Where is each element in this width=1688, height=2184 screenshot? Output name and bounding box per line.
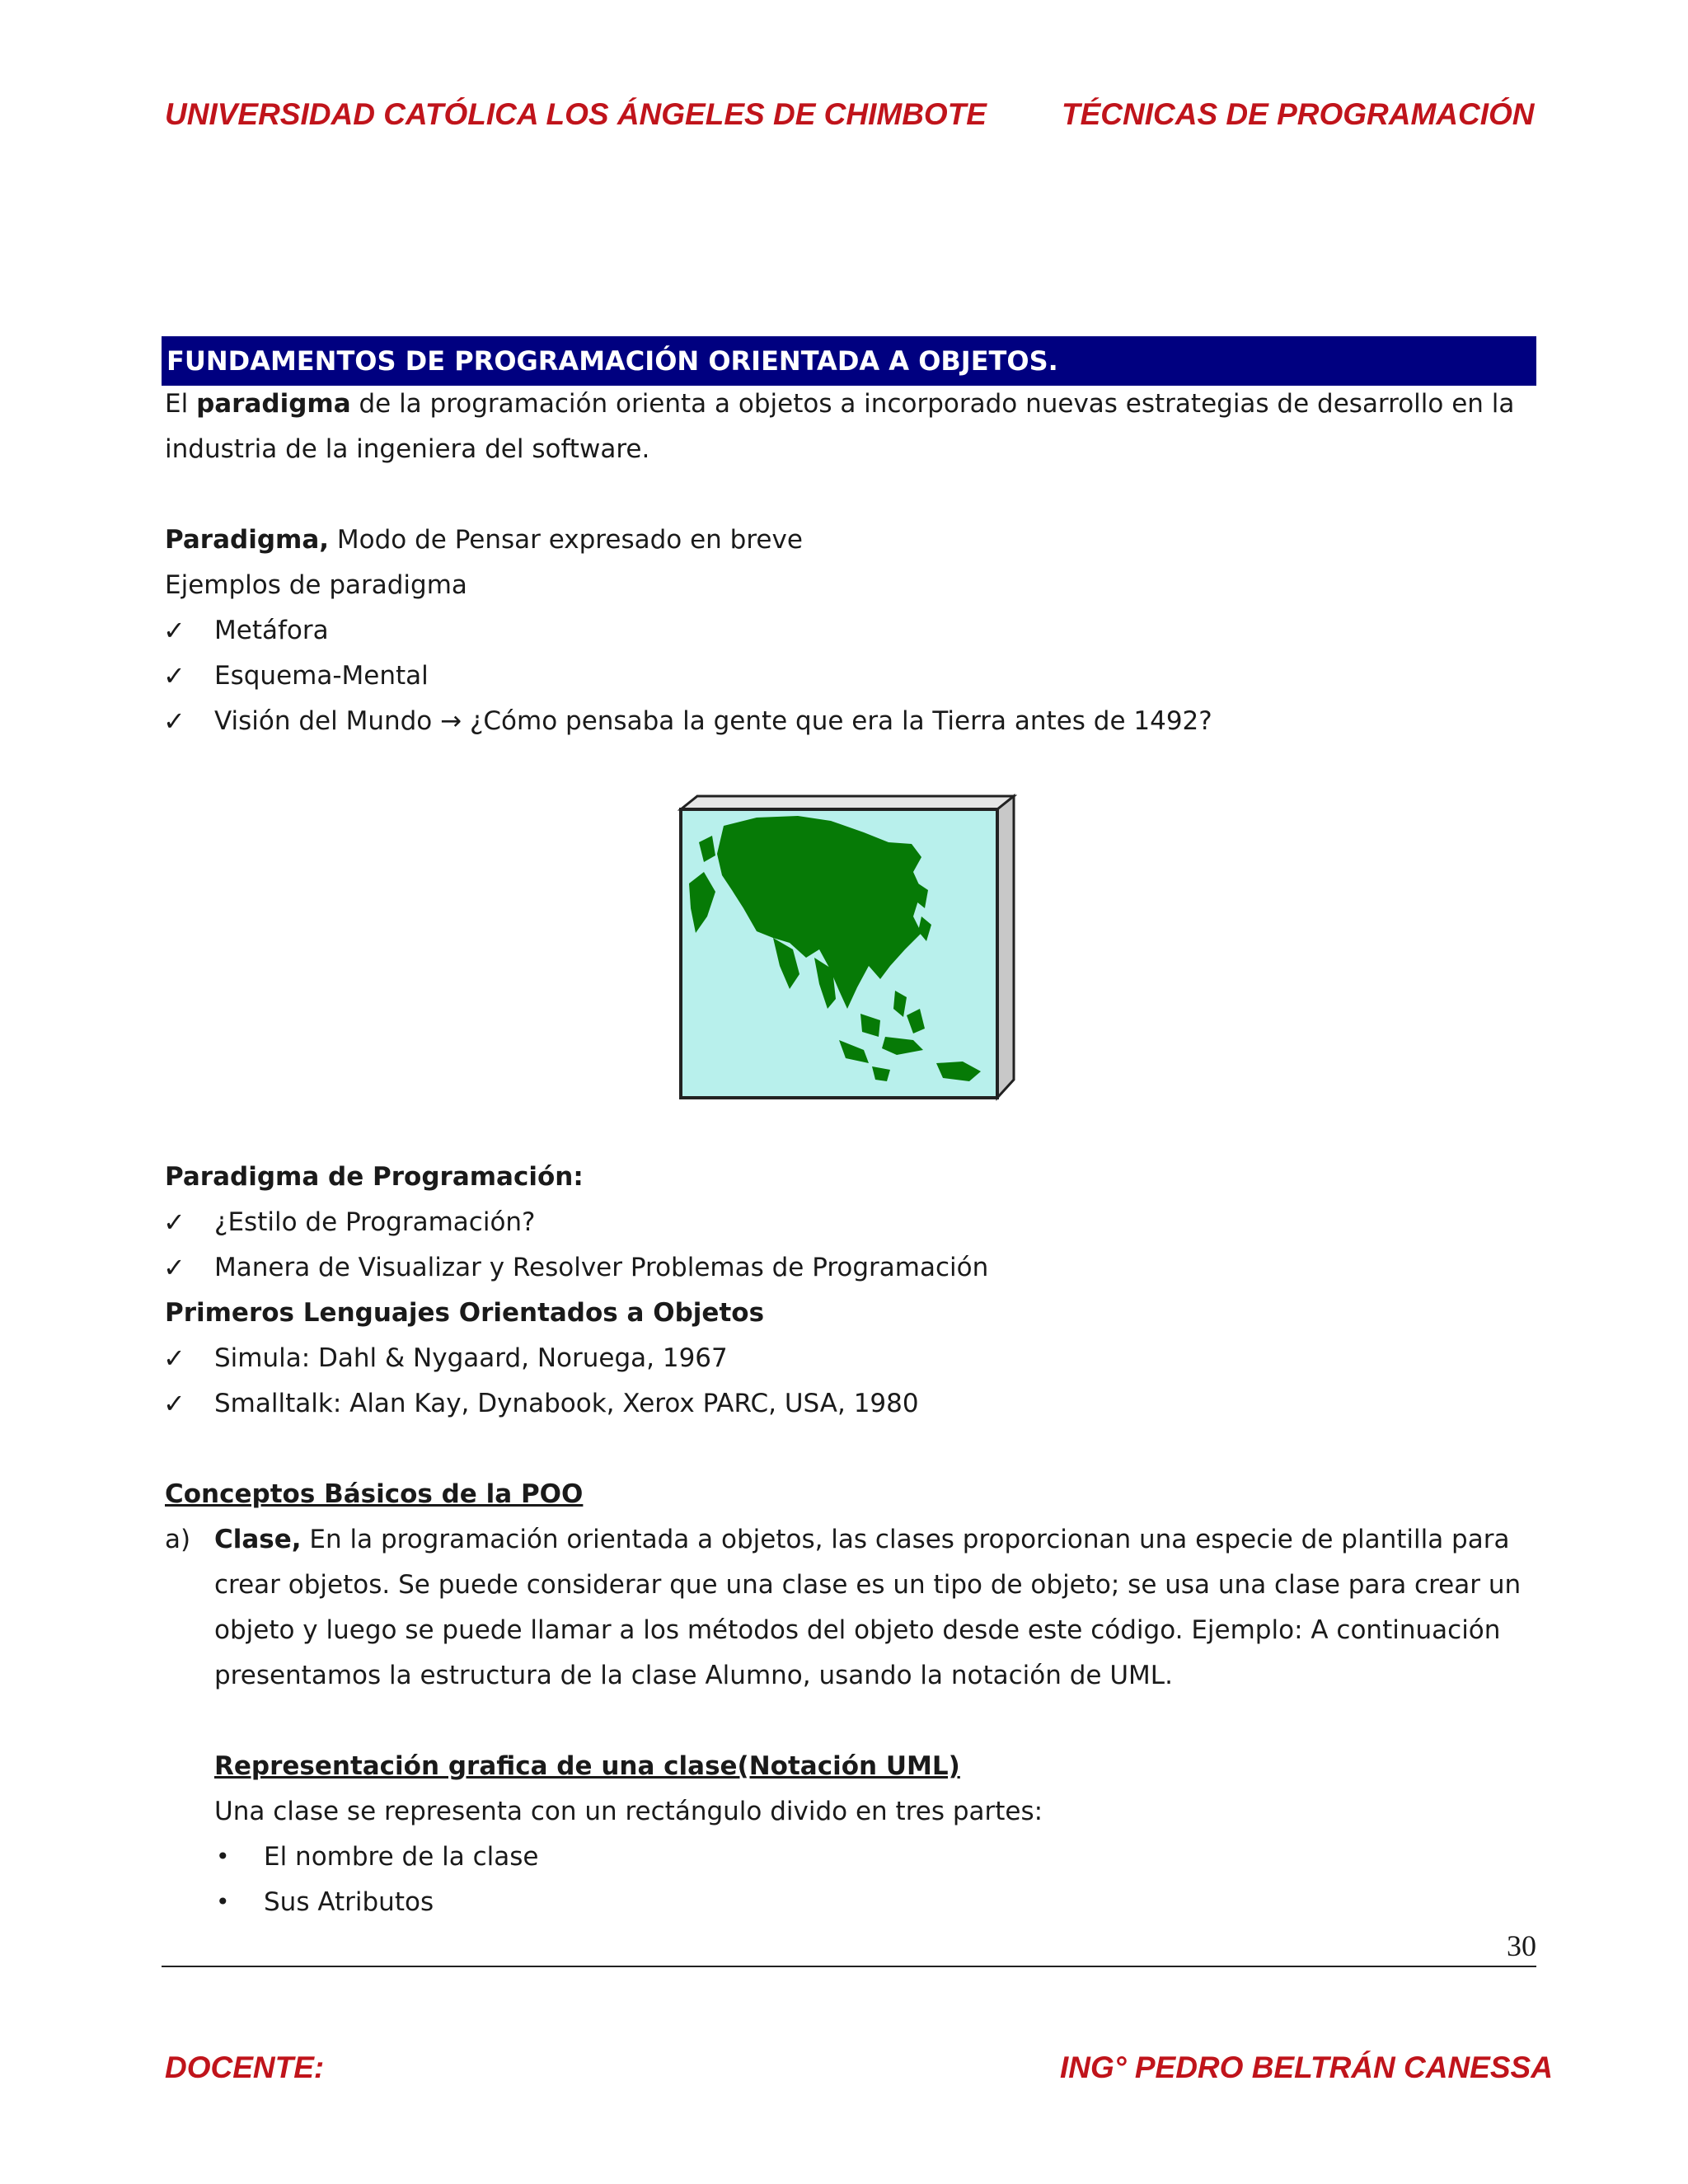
page-number: 30 [1507,1929,1536,1962]
uml-item: Sus Atributos [264,1887,434,1917]
asia-map-icon [674,793,1017,1101]
clase-line-3: objeto y luego se puede llamar a los métodos del objeto desde este código. Ejemplo: A continuación [214,1615,1501,1645]
concepts-title: Conceptos Básicos de la POO [165,1479,584,1509]
check-icon: ✓ [163,660,185,691]
check-icon: ✓ [163,1207,185,1238]
prog-paradigm-item: ¿Estilo de Programación? [214,1207,536,1237]
bullet-icon: • [216,1843,230,1870]
item-a-label: a) [165,1525,191,1554]
example-item: Metáfora [214,616,329,645]
header-university: UNIVERSIDAD CATÓLICA LOS ÁNGELES DE CHIMBOTE [165,97,987,131]
footer-label: DOCENTE: [165,2050,325,2084]
clase-line-4: presentamos la estructura de la clase Alumno, usando la notación de UML. [214,1661,1173,1690]
check-icon: ✓ [163,1388,185,1419]
clase-line-2: crear objetos. Se puede considerar que una clase es un tipo de objeto; se usa una clase para crear un [214,1570,1522,1600]
intro-line-2: industria de la ingeniera del software. [165,434,650,464]
examples-title: Ejemplos de paradigma [165,570,467,600]
first-languages-title: Primeros Lenguajes Orientados a Objetos [165,1298,765,1328]
paradigma-definition: Paradigma, Modo de Pensar expresado en breve [165,525,803,555]
check-icon: ✓ [163,705,185,737]
prog-paradigm-title: Paradigma de Programación: [165,1162,584,1192]
language-item: Smalltalk: Alan Kay, Dynabook, Xerox PARC, USA, 1980 [214,1389,919,1418]
check-icon: ✓ [163,1343,185,1374]
uml-intro: Una clase se representa con un rectángulo divido en tres partes: [214,1797,1043,1826]
paradigma-term: paradigma [196,389,351,419]
uml-title: Representación grafica de una clase(Notación UML) [214,1751,960,1781]
clase-line-1: Clase, En la programación orientada a objetos, las clases proporcionan una especie de plantilla para [214,1525,1510,1554]
check-icon: ✓ [163,1252,185,1283]
intro-line-1: El paradigma de la programación orienta a objetos a incorporado nuevas estrategias de desarrollo en la [165,389,1515,419]
paradigma-label: Paradigma, [165,525,330,555]
prog-paradigm-item: Manera de Visualizar y Resolver Problemas de Programación [214,1253,989,1282]
check-icon: ✓ [163,615,185,646]
footer-divider [162,1966,1536,1967]
footer-teacher: ING° PEDRO BELTRÁN CANESSA [1060,2050,1553,2084]
uml-item: El nombre de la clase [264,1842,539,1872]
header-course: TÉCNICAS DE PROGRAMACIÓN [1062,97,1535,131]
clase-term: Clase, [214,1525,302,1554]
language-item: Simula: Dahl & Nygaard, Noruega, 1967 [214,1343,728,1373]
bullet-icon: • [216,1888,230,1915]
section-title: FUNDAMENTOS DE PROGRAMACIÓN ORIENTADA A OBJETOS. [162,336,1536,386]
example-item: Esquema-Mental [214,661,429,691]
example-item: Visión del Mundo → ¿Cómo pensaba la gente que era la Tierra antes de 1492? [214,706,1212,736]
